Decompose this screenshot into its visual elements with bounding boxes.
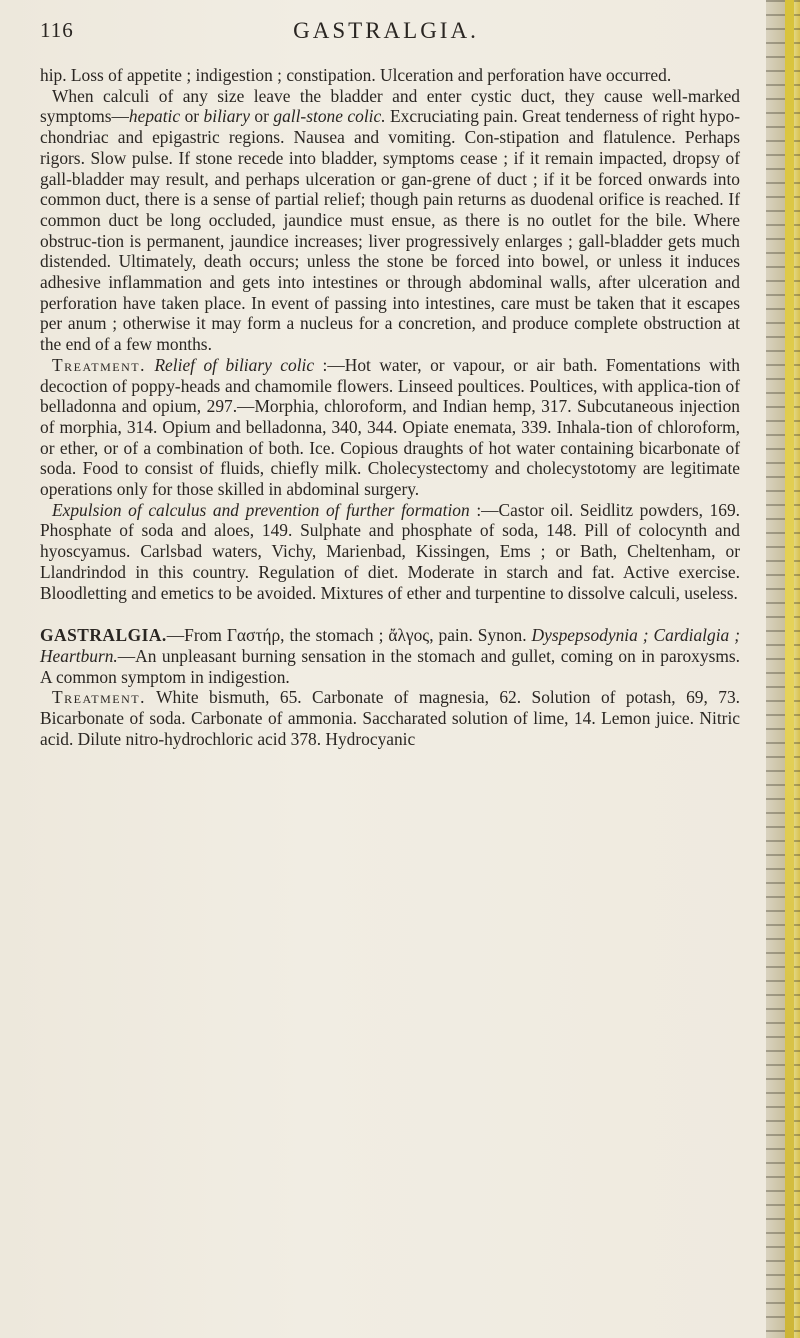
running-title: GASTRALGIA. [293,18,479,43]
synonyms: Dyspepsodynia ; Cardialgia ; Heartburn. [40,625,740,666]
paragraph-expulsion [40,500,740,604]
subheading-relief-colic: Relief of biliary colic [154,354,315,375]
text-run: :—Hot water, or vapour, or air bath. Fomentations with decoction of poppy-heads and chamomile flowers. Linseed poultices. Poultices, with applica-tion of belladonna and opium, 297.—Morphia, chloroform, and Indian hemp, 317. Subcutaneous injection of morphia, 314. Opium and belladonna, 340, 344. Opiate enemata, 339. Inhala-tion of chloroform, or ether, or of a combination of both. Ice. Copious draughts of hot water containing bicarbonate of soda. Food to consist of fluids, chiefly milk. Cholecystectomy and cholecystotomy are legitimate operations only for those skilled in abdominal surgery. [40,354,740,500]
text-run: or [180,106,204,127]
body-text [40,65,740,750]
term-biliary: biliary [203,106,250,127]
text-run: White bismuth, 65. Carbonate of magnesia, 62. Solution of potash, 69, 73. Bicarbonate of soda. Carbonate of ammonia. Saccharated solution of lime, 14. Lemon juice. Nitric acid. Dilute nitro-hydrochloric acid 378. Hydrocyanic [40,687,740,749]
paragraph-symptoms-end: hip. Loss of appetite ; indigestion ; constipation. Ulceration and perforation have occurred. [40,65,672,85]
book-page-edge [766,0,800,1338]
text-run: :—Castor oil. Seidlitz powders, 169. Phosphate of soda and aloes, 149. Sulphate and phosphate of soda, 148. Pill of colocynth and hyoscyamus. Carlsbad waters, Vichy, Marienbad, Kissingen, Ems ; or Bath, Cheltenham, or Llandrindod in this country. Regulation of diet. Moderate in starch and fat. Active exercise. Bloodletting and emetics to be avoided. Mixtures of ether and turpentine to dissolve calculi, useless. [40,499,740,603]
entry-gastralgia [40,625,740,687]
section-gap [40,603,740,625]
gilt-edge-band [785,0,794,1338]
entry-heading: GASTRALGIA. [40,625,167,646]
text-run: or [249,106,274,127]
treatment-label: Treatment. [52,354,146,375]
page-header [36,18,736,50]
subheading-expulsion: Expulsion of calculus and prevention of further formation [52,499,470,520]
text-run: Excruciating pain. Great tenderness of right hypo-chondriac and epigastric regions. Nausea and vomiting. Con-stipation and flatulence. Perhaps rigors. Slow pulse. If stone recede into bladder, symptoms cease ; if it remain impacted, dropsy of gall-bladder may result, and perhaps ulceration or gan-grene of duct ; if it be forced onwards into common duct, there is a sense of partial relief; though pain returns as duodenal orifice is reached. If common duct be long occluded, jaundice must ensue, as there is no outlet for the bile. Where obstruc-tion is permanent, jaundice increases; liver progressively enlarges ; gall-bladder gets much distended. Ultimately, death occurs; unless the stone be forced into bowel, or unless it induces adhesive inflammation and gets into intestines or through abdominal walls, after ulceration and perforation have taken place. In event of passing into intestines, care must be taken that it escapes per anum ; otherwise it may form a nucleus for a concretion, and produce complete obstruction at the end of a few months. [40,106,740,355]
paragraph-treatment-gastralgia [40,687,740,749]
text-run: —An unpleasant burning sensation in the stomach and gullet, coming on in paroxysms. A common symptom in indigestion. [40,645,740,687]
term-hepatic: hepatic [128,106,181,127]
term-gall-stone-colic: gall-stone colic. [273,106,386,127]
treatment-label: Treatment. [52,687,146,708]
text-run: —From Γαστήρ, the stomach ; ἄλγος, pain. Synon. [166,625,532,646]
paragraph-treatment-colic [40,355,740,500]
text-run: When calculi of any size leave the bladder and enter cystic duct, they cause well-marked symptoms— [40,85,740,127]
paragraph-gall-stone-colic [40,86,740,355]
page-number: 116 [40,18,74,42]
